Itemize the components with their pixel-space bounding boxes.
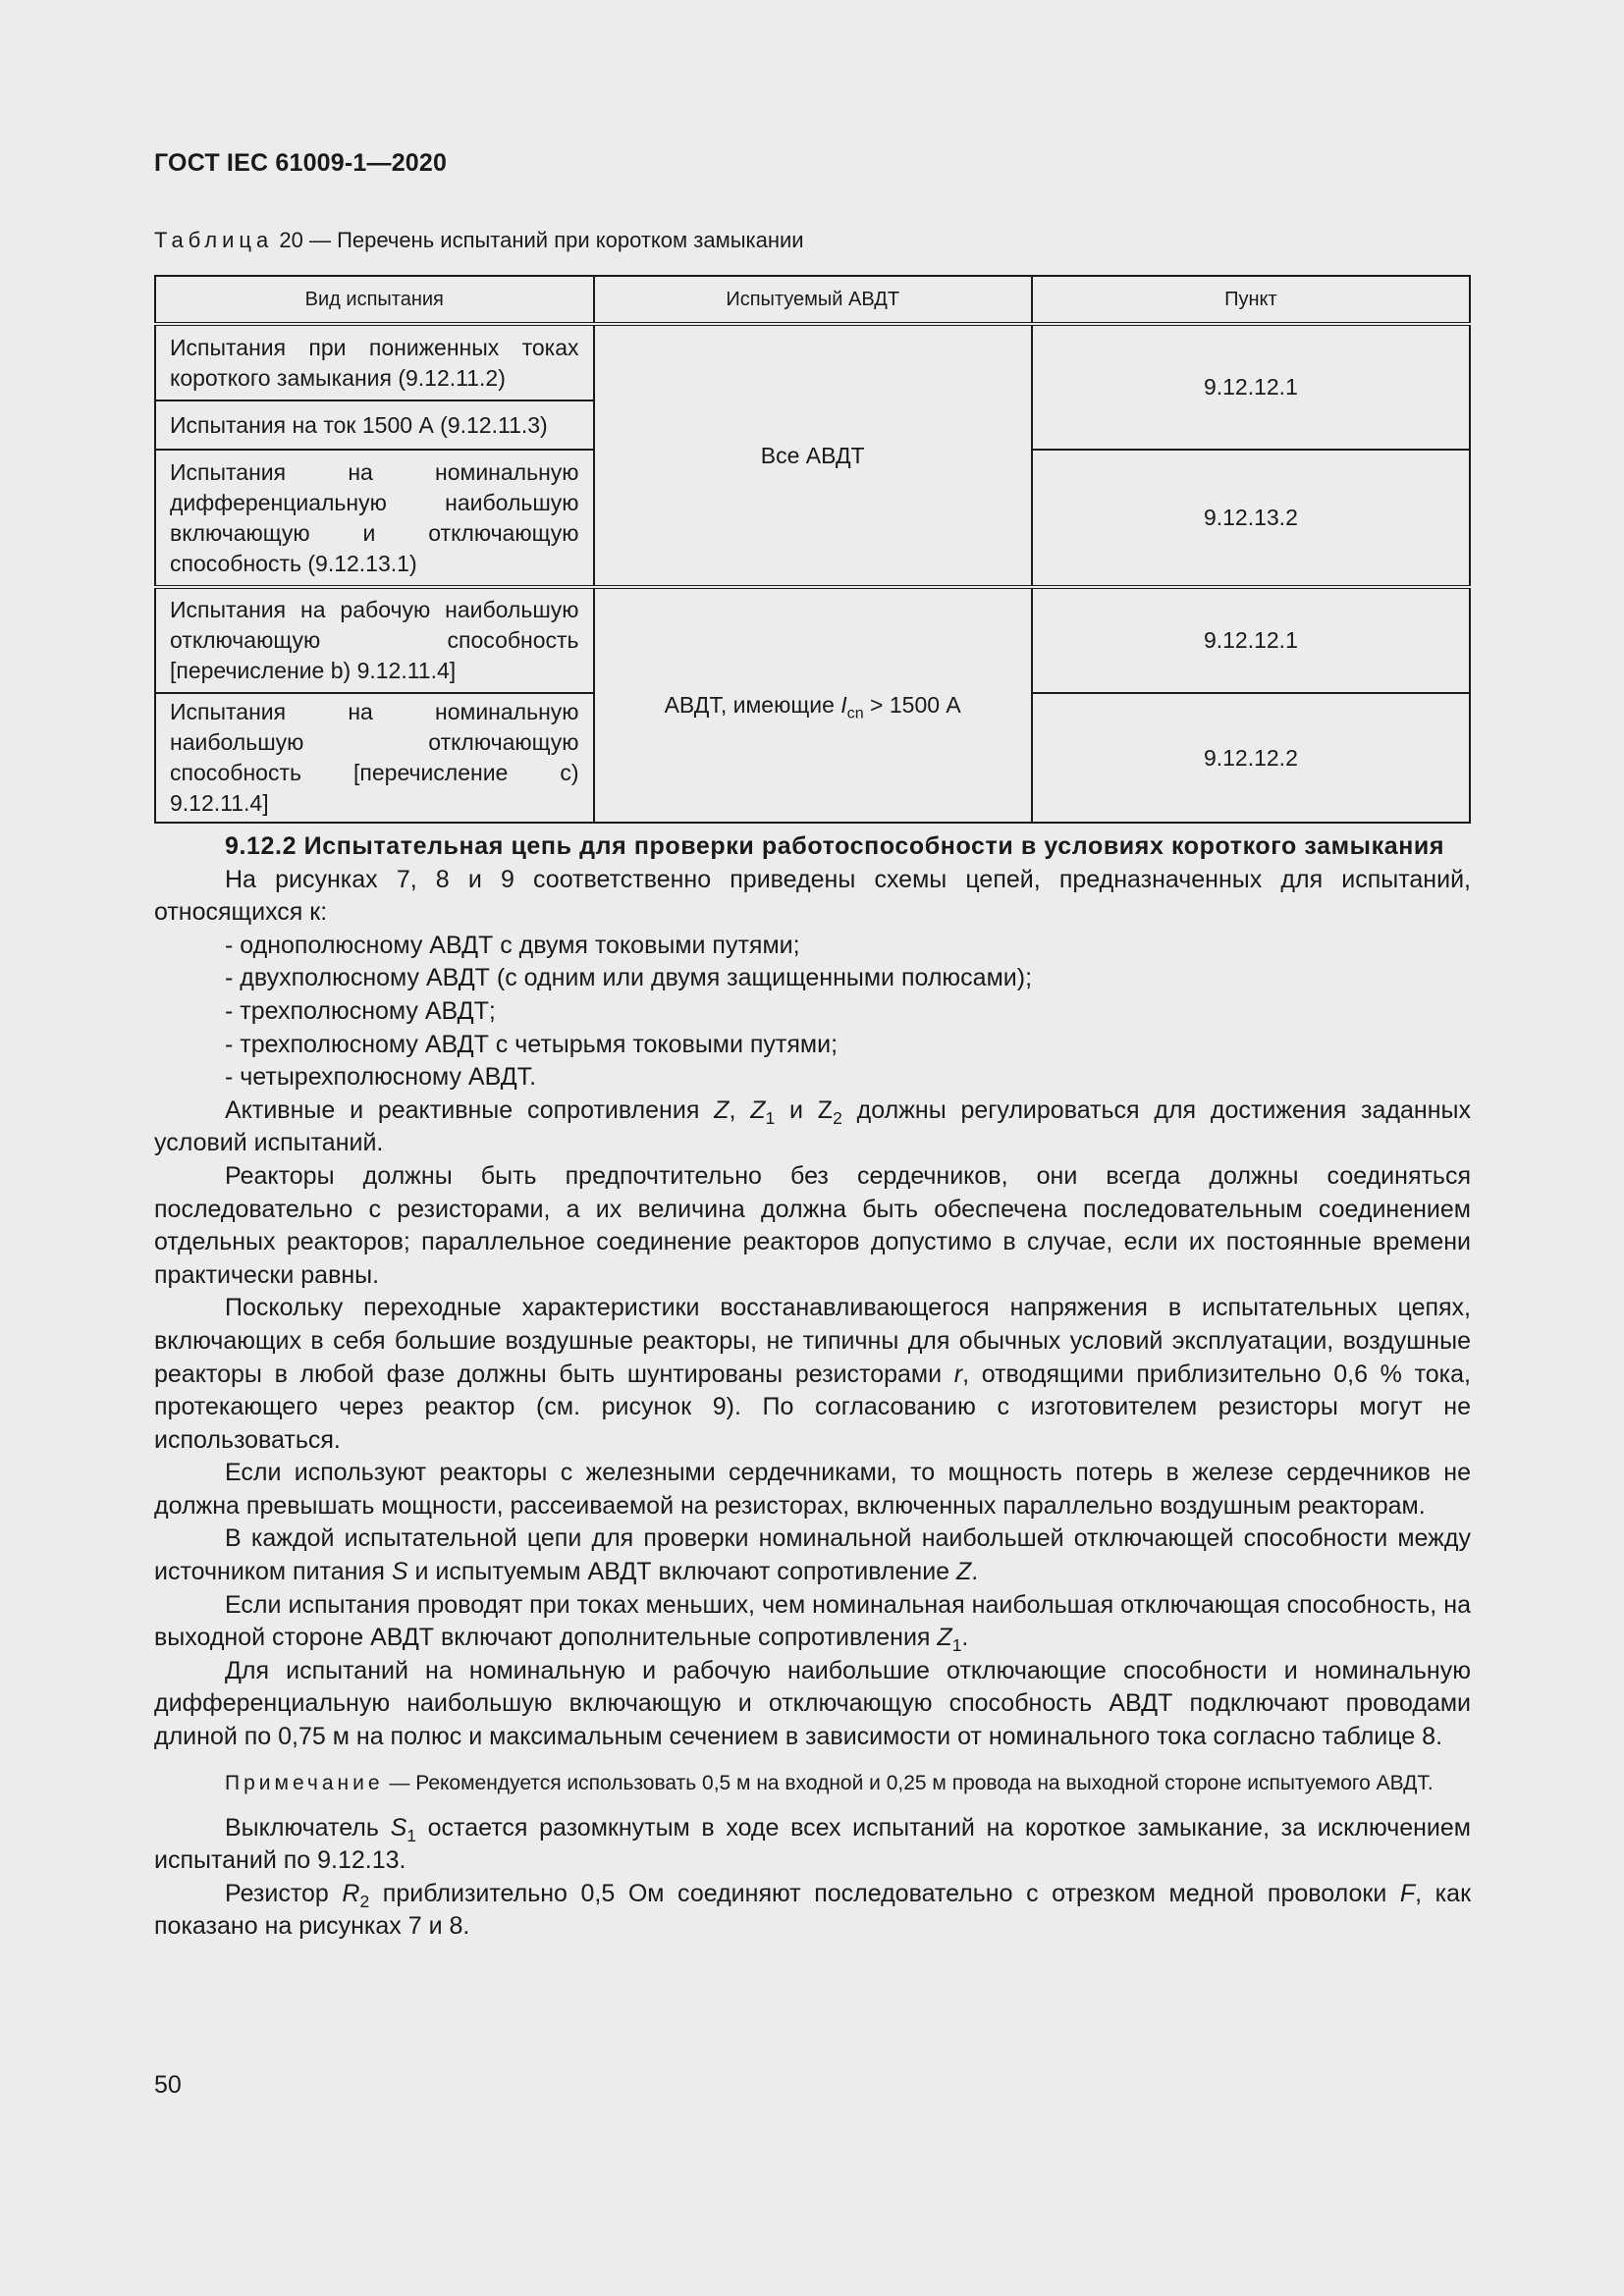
device-cell: Все АВДТ xyxy=(594,324,1032,587)
list-item: - четырехполюсному АВДТ. xyxy=(225,1063,537,1092)
paragraph-lower-currents xyxy=(154,1589,1471,1655)
test-type-cell: Испытания при пониженных токах короткого замыкания (9.12.11.2) xyxy=(155,324,594,400)
subscript: 1 xyxy=(951,1635,962,1656)
clause-cell: 9.12.13.2 xyxy=(1032,450,1470,587)
symbol-s: S xyxy=(391,1558,408,1586)
test-type-cell: Испытания на номинальную наибольшую отключающую способность [перечисление c) 9.12.11.4] xyxy=(155,693,594,823)
text-run: Поскольку переходные характеристики восстанавливающегося напряжения в испытательных цепях, включающих в себя большие воздушные реакторы, не типичны для обычных условий эксплуатации, воздушные реакторы в любой фазе должны быть шунтированы резисторами xyxy=(154,1294,1471,1388)
text-run: должны регулироваться для достижения заданных условий испытаний. xyxy=(154,1095,1471,1157)
list-item: - двухполюсному АВДТ (с одним или двумя защищенными полюсами); xyxy=(225,964,1033,992)
text-run: Выключатель xyxy=(225,1813,391,1842)
paragraph-switch xyxy=(154,1812,1471,1878)
symbol-z: Z xyxy=(714,1095,730,1124)
device-icn-sub: cn xyxy=(846,704,864,722)
table-row xyxy=(155,324,1470,400)
device-icn-prefix: АВДТ, имеющие xyxy=(664,692,841,718)
paragraph-active xyxy=(154,1095,1471,1160)
subscript: 1 xyxy=(765,1107,776,1128)
paragraph-resistor xyxy=(154,1878,1471,1944)
section-title: Испытательная цепь для проверки работоспособности в условиях короткого замыкания xyxy=(297,832,1445,860)
test-type-cell: Испытания на рабочую наибольшую отключающую способность [перечисление b) 9.12.11.4] xyxy=(155,587,594,693)
paragraph-intro: На рисунках 7, 8 и 9 соответственно приведены схемы цепей, предназначенных для испытаний, относящихся к: xyxy=(154,865,1471,927)
page-number: 50 xyxy=(154,2071,182,2099)
text-run: Активные и реактивные сопротивления xyxy=(225,1095,715,1124)
note xyxy=(154,1768,1471,1798)
clause-cell: 9.12.12.1 xyxy=(1032,324,1470,450)
document-header: ГОСТ IEC 61009-1—2020 xyxy=(154,149,448,177)
text-run: , как показано на рисунках 7 и 8. xyxy=(154,1879,1472,1941)
header-device: Испытуемый АВДТ xyxy=(594,276,1032,324)
header-clause: Пункт xyxy=(1032,276,1470,324)
device-cell xyxy=(594,587,1032,823)
paragraph-wires: Для испытаний на номинальную и рабочую наибольшие отключающие способности и номинальную дифференциальную наибольшую включающую и отключающую способность АВДТ подключают проводами длиной по 0,75 м на полюс и максимальным сечением в зависимости от номинального тока согласно таблице 8. xyxy=(154,1656,1471,1751)
header-test-type: Вид испытания xyxy=(155,276,594,324)
paragraph-reactors: Реакторы должны быть предпочтительно без сердечников, они всегда должны соединяться последовательно с резисторами, а их величина должна быть обеспечена последовательным соединением отдельных реакторов; параллельное соединение реакторов допустимо в случае, если их постоянные времени практически равны. xyxy=(154,1161,1471,1289)
symbol-s1: S xyxy=(390,1813,407,1842)
text-run: , xyxy=(729,1095,751,1124)
device-icn-symbol: I xyxy=(840,692,847,718)
note-text: — Рекомендуется использовать 0,5 м на входной и 0,25 м провода на выходной стороне испытуемого АВДТ. xyxy=(383,1771,1434,1794)
device-icn-suffix: > 1500 А xyxy=(863,692,961,718)
text-run: приблизительно 0,5 Ом соединяют последовательно с отрезком медной проволоки xyxy=(369,1879,1400,1907)
paragraph-iron: Если используют реакторы с железными сердечниками, то мощность потерь в железе сердечников не должна превышать мощности, рассеиваемой на резисторах, включенных параллельно воздушным реакторам. xyxy=(154,1459,1471,1520)
test-type-cell: Испытания на ток 1500 А (9.12.11.3) xyxy=(155,400,594,450)
section-body xyxy=(154,830,1471,1944)
text-run: В каждой испытательной цепи для проверки номинальной наибольшей отключающей способности между источником питания xyxy=(154,1524,1471,1586)
symbol-z1: Z xyxy=(937,1624,952,1652)
list-item: - однополюсному АВДТ с двумя токовыми путями; xyxy=(225,931,800,959)
symbol-z1: Z xyxy=(750,1095,766,1124)
symbol-r2: R xyxy=(342,1879,360,1907)
symbol-z: Z xyxy=(956,1558,972,1586)
clause-cell: 9.12.12.1 xyxy=(1032,587,1470,693)
symbol-r: r xyxy=(953,1360,963,1388)
text-run: Если испытания проводят при токах меньших, чем номинальная наибольшая отключающая способность, на выходной стороне АВДТ включают дополнительные сопротивления xyxy=(154,1590,1471,1652)
tests-table xyxy=(154,275,1471,824)
section-heading xyxy=(154,830,1471,864)
paragraph-transient xyxy=(154,1292,1471,1457)
table-caption xyxy=(154,228,804,253)
paragraph-each-circuit xyxy=(154,1522,1471,1588)
symbol-f: F xyxy=(1399,1879,1416,1907)
list-item: - трехполюсному АВДТ; xyxy=(225,996,496,1025)
subscript: 2 xyxy=(833,1107,842,1128)
text-run: остается разомкнутым в ходе всех испытаний на короткое замыкание, за исключением испытаний по 9.12.13. xyxy=(154,1813,1471,1875)
clause-cell: 9.12.12.2 xyxy=(1032,693,1470,823)
note-label: Примечание xyxy=(225,1771,384,1794)
section-number: 9.12.2 xyxy=(225,832,298,860)
text-run: , отводящими приблизительно 0,6 % тока, протекающего через реактор (см. рисунок 9). По согласованию с изготовителем резисторы могут не использоваться. xyxy=(154,1360,1471,1454)
test-type-cell: Испытания на номинальную дифференциальную наибольшую включающую и отключающую способность (9.12.13.1) xyxy=(155,450,594,587)
subscript: 1 xyxy=(406,1825,416,1845)
subscript: 2 xyxy=(359,1891,370,1911)
text-run: . xyxy=(971,1558,979,1586)
text-run: . xyxy=(961,1624,969,1652)
table-caption-label: Таблица xyxy=(154,228,274,252)
text-run: и испытуемым АВДТ включают сопротивление xyxy=(407,1558,957,1586)
table-header-row xyxy=(155,276,1470,324)
list-item: - трехполюсному АВДТ с четырьмя токовыми путями; xyxy=(225,1030,839,1058)
text-run: Резистор xyxy=(225,1879,343,1907)
table-row xyxy=(155,587,1470,693)
table-caption-text: 20 — Перечень испытаний при коротком замыкании xyxy=(273,228,804,252)
text-run: и Z xyxy=(775,1095,834,1124)
